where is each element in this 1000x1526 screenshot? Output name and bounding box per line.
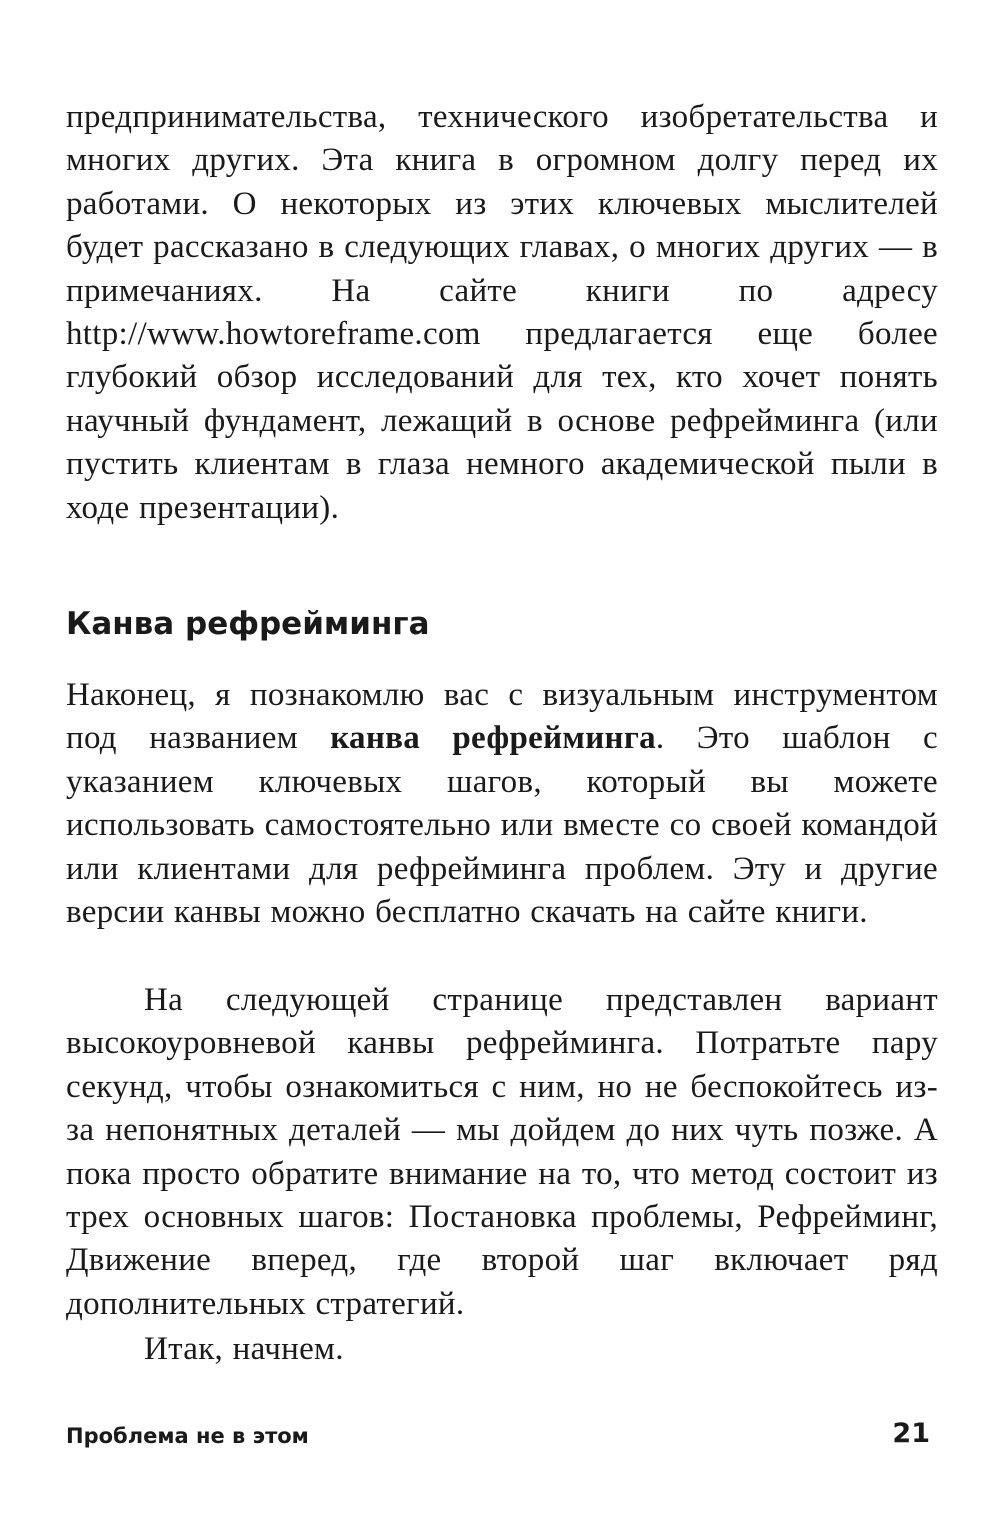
body-paragraph-3: На следующей странице представлен вариант высокоуровневой канвы рефрейминга. Потратьте пару секунд, чтобы ознакомиться с ним, но не беспокойтесь из-за непонятных деталей — мы дойдем до них чуть позже. А пока просто обратите внимание на то, что метод состоит из трех основных шагов: Постановка проблемы, Рефрейминг, Движение вперед, где второй шаг включает ряд дополнительных стратегий. [66,982,938,1322]
running-footer-title: Проблема не в этом [66,1424,309,1448]
section-heading: Канва рефрейминга [66,606,430,642]
body-paragraph-4: Итак, начнем. [144,1331,344,1367]
bold-term: канва рефрейминга [330,720,656,757]
page-number: 21 [892,1418,930,1449]
paragraph-2-text-start: Наконец, я познакомлю вас с визуальным инструментом под названием [66,677,938,757]
body-paragraph-2 [66,674,938,934]
paragraph-2-text-end: . Это шаблон с указанием ключевых шагов, который вы можете использовать самостоятельно или вместе со своей командой или клиентами для рефрейминга проблем. Эту и другие версии канвы можно бесплатно скачать на сайте книги. [66,720,938,931]
page-body [66,96,938,1367]
body-paragraph-1: предпринимательства, технического изобретательства и многих других. Эта книга в огромном долгу перед их работами. О некоторых из этих ключевых мыслителей будет рассказано в следующих главах, о многих других — в примечаниях. На сайте книги по адресу http://www.howtoreframe.com предлагается еще более глубокий обзор исследований для тех, кто хочет понять научный фундамент, лежащий в основе рефрейминга (или пустить клиентам в глаза немного академической пыли в ходе презентации). [66,99,938,526]
